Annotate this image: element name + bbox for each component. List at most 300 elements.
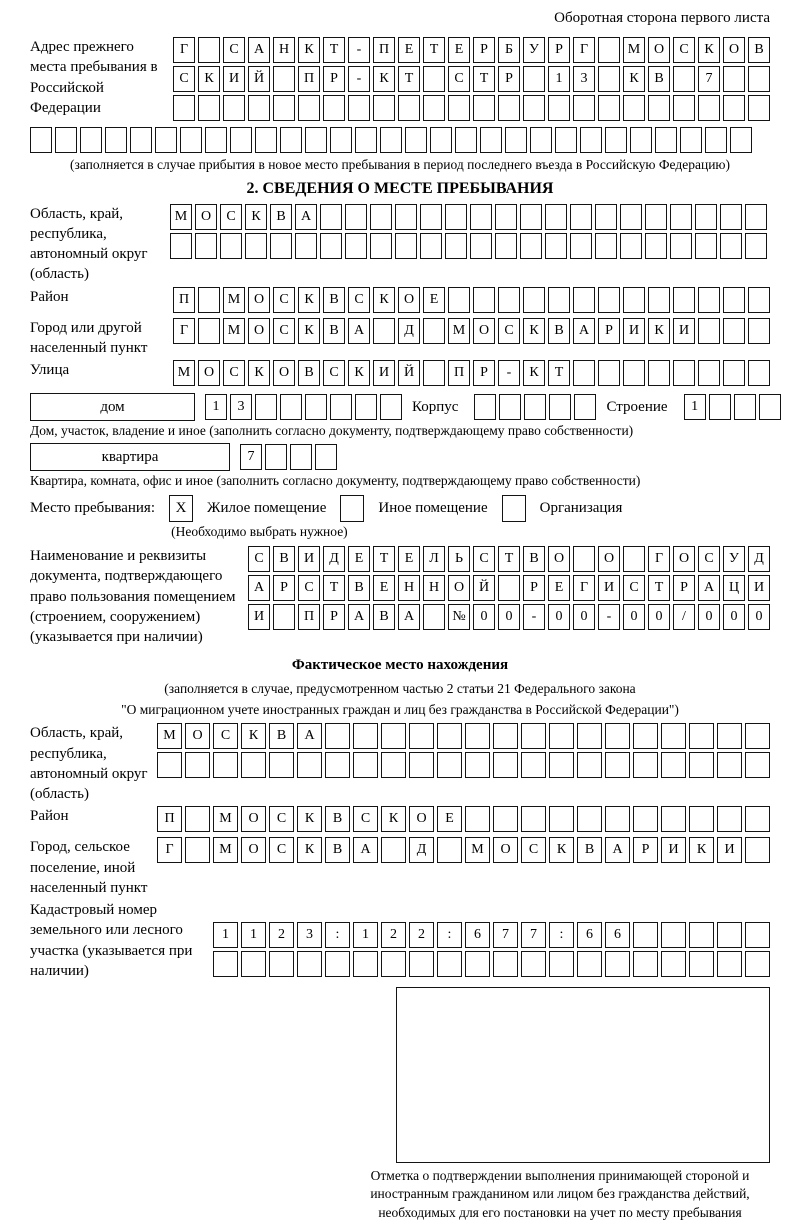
house-type-box[interactable]: дом <box>30 393 195 421</box>
char-cell[interactable]: Т <box>498 546 520 572</box>
char-cell[interactable] <box>695 204 717 230</box>
char-cell[interactable]: О <box>473 318 495 344</box>
char-cell[interactable] <box>185 752 210 778</box>
char-cell[interactable]: Е <box>437 806 462 832</box>
char-cell[interactable]: Й <box>473 575 495 601</box>
char-cell[interactable] <box>370 204 392 230</box>
char-cell[interactable] <box>745 233 767 259</box>
char-cell[interactable]: Б <box>498 37 520 63</box>
char-cell[interactable] <box>673 287 695 313</box>
char-cell[interactable] <box>155 127 177 153</box>
char-cell[interactable] <box>759 394 781 420</box>
char-cell[interactable] <box>505 127 527 153</box>
char-cell[interactable] <box>670 233 692 259</box>
char-cell[interactable]: П <box>448 360 470 386</box>
char-cell[interactable] <box>409 752 434 778</box>
char-cell[interactable] <box>670 204 692 230</box>
char-cell[interactable]: 6 <box>465 922 490 948</box>
char-cell[interactable] <box>548 95 570 121</box>
char-cell[interactable] <box>55 127 77 153</box>
char-cell[interactable] <box>493 806 518 832</box>
char-cell[interactable] <box>80 127 102 153</box>
char-cell[interactable]: С <box>498 318 520 344</box>
char-cell[interactable]: К <box>298 318 320 344</box>
char-cell[interactable] <box>353 951 378 977</box>
char-cell[interactable]: Г <box>173 37 195 63</box>
other-premises-checkbox[interactable] <box>340 495 364 522</box>
char-cell[interactable]: И <box>598 575 620 601</box>
char-cell[interactable] <box>717 806 742 832</box>
char-cell[interactable] <box>269 951 294 977</box>
char-cell[interactable] <box>255 394 277 420</box>
char-cell[interactable]: / <box>673 604 695 630</box>
char-cell[interactable] <box>520 233 542 259</box>
char-cell[interactable] <box>248 95 270 121</box>
char-cell[interactable] <box>573 95 595 121</box>
char-cell[interactable]: С <box>521 837 546 863</box>
char-cell[interactable]: И <box>223 66 245 92</box>
char-cell[interactable]: 6 <box>605 922 630 948</box>
char-cell[interactable] <box>173 95 195 121</box>
char-cell[interactable]: Р <box>673 575 695 601</box>
char-cell[interactable] <box>717 922 742 948</box>
char-cell[interactable] <box>348 95 370 121</box>
char-cell[interactable] <box>470 233 492 259</box>
char-cell[interactable]: С <box>323 360 345 386</box>
char-cell[interactable] <box>280 127 302 153</box>
char-cell[interactable] <box>723 66 745 92</box>
char-cell[interactable] <box>698 360 720 386</box>
char-cell[interactable] <box>273 95 295 121</box>
char-cell[interactable] <box>598 37 620 63</box>
char-cell[interactable]: К <box>298 287 320 313</box>
char-cell[interactable] <box>465 951 490 977</box>
char-cell[interactable] <box>493 752 518 778</box>
char-cell[interactable] <box>245 233 267 259</box>
char-cell[interactable] <box>623 360 645 386</box>
char-cell[interactable] <box>573 546 595 572</box>
char-cell[interactable]: С <box>269 837 294 863</box>
char-cell[interactable] <box>297 752 322 778</box>
char-cell[interactable]: И <box>623 318 645 344</box>
char-cell[interactable] <box>170 233 192 259</box>
char-cell[interactable]: 0 <box>723 604 745 630</box>
char-cell[interactable] <box>230 127 252 153</box>
char-cell[interactable] <box>198 287 220 313</box>
char-cell[interactable]: П <box>298 66 320 92</box>
char-cell[interactable] <box>598 360 620 386</box>
char-cell[interactable] <box>745 723 770 749</box>
char-cell[interactable] <box>445 233 467 259</box>
char-cell[interactable] <box>745 204 767 230</box>
char-cell[interactable] <box>220 233 242 259</box>
char-cell[interactable]: О <box>241 837 266 863</box>
char-cell[interactable] <box>323 95 345 121</box>
char-cell[interactable]: А <box>297 723 322 749</box>
char-cell[interactable]: 2 <box>381 922 406 948</box>
char-cell[interactable]: С <box>673 37 695 63</box>
char-cell[interactable]: Г <box>157 837 182 863</box>
char-cell[interactable] <box>157 752 182 778</box>
char-cell[interactable] <box>423 66 445 92</box>
char-cell[interactable] <box>380 127 402 153</box>
char-cell[interactable] <box>325 752 350 778</box>
char-cell[interactable] <box>474 394 496 420</box>
char-cell[interactable] <box>598 287 620 313</box>
char-cell[interactable]: Е <box>448 37 470 63</box>
char-cell[interactable]: К <box>689 837 714 863</box>
char-cell[interactable] <box>580 127 602 153</box>
char-cell[interactable]: 1 <box>205 394 227 420</box>
char-cell[interactable]: В <box>548 318 570 344</box>
char-cell[interactable]: В <box>323 318 345 344</box>
char-cell[interactable] <box>734 394 756 420</box>
char-cell[interactable] <box>673 66 695 92</box>
char-cell[interactable] <box>620 204 642 230</box>
char-cell[interactable] <box>745 806 770 832</box>
char-cell[interactable] <box>705 127 727 153</box>
char-cell[interactable] <box>330 394 352 420</box>
char-cell[interactable] <box>465 752 490 778</box>
char-cell[interactable] <box>680 127 702 153</box>
char-cell[interactable] <box>748 318 770 344</box>
char-cell[interactable]: 0 <box>748 604 770 630</box>
char-cell[interactable] <box>723 95 745 121</box>
char-cell[interactable] <box>448 287 470 313</box>
char-cell[interactable]: П <box>173 287 195 313</box>
char-cell[interactable] <box>661 723 686 749</box>
char-cell[interactable]: В <box>373 604 395 630</box>
char-cell[interactable] <box>498 287 520 313</box>
char-cell[interactable]: Д <box>398 318 420 344</box>
char-cell[interactable] <box>545 233 567 259</box>
char-cell[interactable] <box>305 394 327 420</box>
char-cell[interactable] <box>745 922 770 948</box>
char-cell[interactable]: С <box>248 546 270 572</box>
char-cell[interactable] <box>605 723 630 749</box>
char-cell[interactable]: Т <box>398 66 420 92</box>
char-cell[interactable] <box>420 233 442 259</box>
char-cell[interactable]: Й <box>398 360 420 386</box>
char-cell[interactable] <box>645 204 667 230</box>
char-cell[interactable] <box>717 723 742 749</box>
char-cell[interactable] <box>409 723 434 749</box>
char-cell[interactable] <box>605 127 627 153</box>
char-cell[interactable] <box>437 752 462 778</box>
char-cell[interactable] <box>598 95 620 121</box>
char-cell[interactable] <box>573 360 595 386</box>
char-cell[interactable]: Д <box>409 837 434 863</box>
char-cell[interactable]: - <box>598 604 620 630</box>
char-cell[interactable] <box>273 604 295 630</box>
char-cell[interactable] <box>130 127 152 153</box>
char-cell[interactable]: Р <box>598 318 620 344</box>
char-cell[interactable] <box>455 127 477 153</box>
char-cell[interactable]: № <box>448 604 470 630</box>
char-cell[interactable] <box>498 95 520 121</box>
char-cell[interactable] <box>745 752 770 778</box>
char-cell[interactable] <box>185 806 210 832</box>
char-cell[interactable] <box>689 806 714 832</box>
char-cell[interactable] <box>524 394 546 420</box>
char-cell[interactable]: С <box>348 287 370 313</box>
char-cell[interactable]: Р <box>323 604 345 630</box>
char-cell[interactable]: Р <box>498 66 520 92</box>
char-cell[interactable] <box>633 951 658 977</box>
char-cell[interactable]: : <box>549 922 574 948</box>
char-cell[interactable]: - <box>523 604 545 630</box>
char-cell[interactable]: 0 <box>498 604 520 630</box>
char-cell[interactable]: : <box>325 922 350 948</box>
char-cell[interactable]: Р <box>273 575 295 601</box>
char-cell[interactable] <box>549 723 574 749</box>
char-cell[interactable]: Е <box>548 575 570 601</box>
char-cell[interactable] <box>373 318 395 344</box>
char-cell[interactable]: О <box>673 546 695 572</box>
char-cell[interactable] <box>598 66 620 92</box>
char-cell[interactable] <box>499 394 521 420</box>
char-cell[interactable] <box>633 723 658 749</box>
char-cell[interactable] <box>748 95 770 121</box>
char-cell[interactable] <box>423 95 445 121</box>
char-cell[interactable]: М <box>157 723 182 749</box>
char-cell[interactable] <box>353 752 378 778</box>
char-cell[interactable]: В <box>523 546 545 572</box>
char-cell[interactable] <box>405 127 427 153</box>
char-cell[interactable]: И <box>717 837 742 863</box>
char-cell[interactable]: У <box>523 37 545 63</box>
char-cell[interactable] <box>330 127 352 153</box>
char-cell[interactable]: К <box>698 37 720 63</box>
char-cell[interactable]: Р <box>548 37 570 63</box>
char-cell[interactable]: О <box>241 806 266 832</box>
char-cell[interactable] <box>648 95 670 121</box>
char-cell[interactable]: Ь <box>448 546 470 572</box>
char-cell[interactable] <box>748 360 770 386</box>
apartment-type-box[interactable]: квартира <box>30 443 230 471</box>
char-cell[interactable]: - <box>348 37 370 63</box>
char-cell[interactable] <box>297 951 322 977</box>
char-cell[interactable]: П <box>157 806 182 832</box>
char-cell[interactable] <box>577 723 602 749</box>
char-cell[interactable]: С <box>213 723 238 749</box>
char-cell[interactable]: О <box>398 287 420 313</box>
char-cell[interactable] <box>645 233 667 259</box>
char-cell[interactable]: М <box>465 837 490 863</box>
char-cell[interactable]: К <box>241 723 266 749</box>
char-cell[interactable] <box>648 360 670 386</box>
char-cell[interactable] <box>648 287 670 313</box>
char-cell[interactable] <box>549 951 574 977</box>
char-cell[interactable] <box>465 723 490 749</box>
char-cell[interactable] <box>595 204 617 230</box>
char-cell[interactable] <box>381 837 406 863</box>
char-cell[interactable] <box>195 233 217 259</box>
char-cell[interactable] <box>270 233 292 259</box>
char-cell[interactable]: М <box>223 318 245 344</box>
char-cell[interactable] <box>198 37 220 63</box>
char-cell[interactable] <box>709 394 731 420</box>
char-cell[interactable] <box>577 752 602 778</box>
char-cell[interactable]: Т <box>548 360 570 386</box>
char-cell[interactable] <box>570 233 592 259</box>
char-cell[interactable]: Т <box>648 575 670 601</box>
char-cell[interactable]: О <box>548 546 570 572</box>
char-cell[interactable]: 1 <box>241 922 266 948</box>
char-cell[interactable] <box>633 922 658 948</box>
char-cell[interactable] <box>521 723 546 749</box>
char-cell[interactable]: Т <box>373 546 395 572</box>
char-cell[interactable] <box>530 127 552 153</box>
char-cell[interactable] <box>577 951 602 977</box>
char-cell[interactable]: О <box>198 360 220 386</box>
char-cell[interactable] <box>595 233 617 259</box>
char-cell[interactable]: Г <box>573 575 595 601</box>
char-cell[interactable]: В <box>748 37 770 63</box>
char-cell[interactable]: И <box>748 575 770 601</box>
char-cell[interactable]: Г <box>648 546 670 572</box>
char-cell[interactable]: О <box>493 837 518 863</box>
char-cell[interactable]: В <box>348 575 370 601</box>
char-cell[interactable]: К <box>198 66 220 92</box>
char-cell[interactable]: О <box>185 723 210 749</box>
char-cell[interactable] <box>623 287 645 313</box>
char-cell[interactable] <box>673 360 695 386</box>
char-cell[interactable]: И <box>661 837 686 863</box>
char-cell[interactable]: А <box>698 575 720 601</box>
char-cell[interactable]: С <box>223 37 245 63</box>
char-cell[interactable]: С <box>448 66 470 92</box>
char-cell[interactable] <box>521 951 546 977</box>
char-cell[interactable]: О <box>248 318 270 344</box>
char-cell[interactable] <box>689 752 714 778</box>
char-cell[interactable] <box>745 837 770 863</box>
char-cell[interactable]: К <box>523 360 545 386</box>
char-cell[interactable]: С <box>698 546 720 572</box>
char-cell[interactable]: В <box>325 806 350 832</box>
char-cell[interactable]: С <box>269 806 294 832</box>
char-cell[interactable] <box>661 806 686 832</box>
char-cell[interactable]: В <box>325 837 350 863</box>
char-cell[interactable] <box>661 922 686 948</box>
char-cell[interactable] <box>280 394 302 420</box>
char-cell[interactable]: А <box>248 575 270 601</box>
char-cell[interactable] <box>720 233 742 259</box>
char-cell[interactable] <box>661 752 686 778</box>
char-cell[interactable]: 7 <box>493 922 518 948</box>
char-cell[interactable]: 1 <box>353 922 378 948</box>
char-cell[interactable] <box>30 127 52 153</box>
char-cell[interactable]: Н <box>423 575 445 601</box>
char-cell[interactable]: 0 <box>623 604 645 630</box>
char-cell[interactable]: М <box>213 837 238 863</box>
char-cell[interactable]: С <box>273 318 295 344</box>
char-cell[interactable]: Е <box>373 575 395 601</box>
char-cell[interactable]: С <box>623 575 645 601</box>
char-cell[interactable]: В <box>270 204 292 230</box>
char-cell[interactable] <box>448 95 470 121</box>
char-cell[interactable] <box>689 922 714 948</box>
char-cell[interactable] <box>409 951 434 977</box>
char-cell[interactable]: 1 <box>213 922 238 948</box>
char-cell[interactable]: В <box>323 287 345 313</box>
char-cell[interactable] <box>305 127 327 153</box>
char-cell[interactable]: М <box>623 37 645 63</box>
organization-checkbox[interactable] <box>502 495 526 522</box>
char-cell[interactable]: О <box>598 546 620 572</box>
char-cell[interactable] <box>355 394 377 420</box>
char-cell[interactable] <box>370 233 392 259</box>
char-cell[interactable] <box>423 604 445 630</box>
char-cell[interactable]: М <box>213 806 238 832</box>
char-cell[interactable] <box>437 837 462 863</box>
char-cell[interactable]: В <box>577 837 602 863</box>
char-cell[interactable] <box>320 204 342 230</box>
char-cell[interactable] <box>723 318 745 344</box>
char-cell[interactable] <box>198 318 220 344</box>
char-cell[interactable] <box>398 95 420 121</box>
char-cell[interactable]: М <box>170 204 192 230</box>
char-cell[interactable] <box>495 204 517 230</box>
char-cell[interactable] <box>381 951 406 977</box>
char-cell[interactable] <box>325 951 350 977</box>
char-cell[interactable]: И <box>248 604 270 630</box>
char-cell[interactable] <box>213 752 238 778</box>
char-cell[interactable] <box>748 287 770 313</box>
char-cell[interactable]: О <box>273 360 295 386</box>
char-cell[interactable] <box>423 318 445 344</box>
char-cell[interactable]: С <box>473 546 495 572</box>
char-cell[interactable] <box>355 127 377 153</box>
char-cell[interactable] <box>521 806 546 832</box>
char-cell[interactable] <box>520 204 542 230</box>
char-cell[interactable]: О <box>409 806 434 832</box>
char-cell[interactable] <box>470 204 492 230</box>
char-cell[interactable]: К <box>245 204 267 230</box>
char-cell[interactable] <box>695 233 717 259</box>
char-cell[interactable] <box>523 66 545 92</box>
char-cell[interactable] <box>345 204 367 230</box>
char-cell[interactable] <box>255 127 277 153</box>
char-cell[interactable] <box>573 287 595 313</box>
char-cell[interactable] <box>213 951 238 977</box>
char-cell[interactable] <box>381 752 406 778</box>
char-cell[interactable]: Р <box>473 37 495 63</box>
residential-checkbox[interactable]: X <box>169 495 193 522</box>
char-cell[interactable]: 7 <box>521 922 546 948</box>
char-cell[interactable] <box>423 360 445 386</box>
char-cell[interactable] <box>523 287 545 313</box>
char-cell[interactable] <box>548 287 570 313</box>
char-cell[interactable] <box>381 723 406 749</box>
char-cell[interactable] <box>420 204 442 230</box>
char-cell[interactable] <box>717 752 742 778</box>
char-cell[interactable] <box>395 204 417 230</box>
char-cell[interactable] <box>633 752 658 778</box>
char-cell[interactable]: 7 <box>698 66 720 92</box>
char-cell[interactable] <box>265 444 287 470</box>
char-cell[interactable] <box>180 127 202 153</box>
char-cell[interactable] <box>380 394 402 420</box>
char-cell[interactable]: И <box>673 318 695 344</box>
char-cell[interactable] <box>745 951 770 977</box>
char-cell[interactable] <box>717 951 742 977</box>
char-cell[interactable]: 0 <box>573 604 595 630</box>
char-cell[interactable]: С <box>273 287 295 313</box>
char-cell[interactable]: 3 <box>573 66 595 92</box>
char-cell[interactable] <box>373 95 395 121</box>
char-cell[interactable]: К <box>381 806 406 832</box>
